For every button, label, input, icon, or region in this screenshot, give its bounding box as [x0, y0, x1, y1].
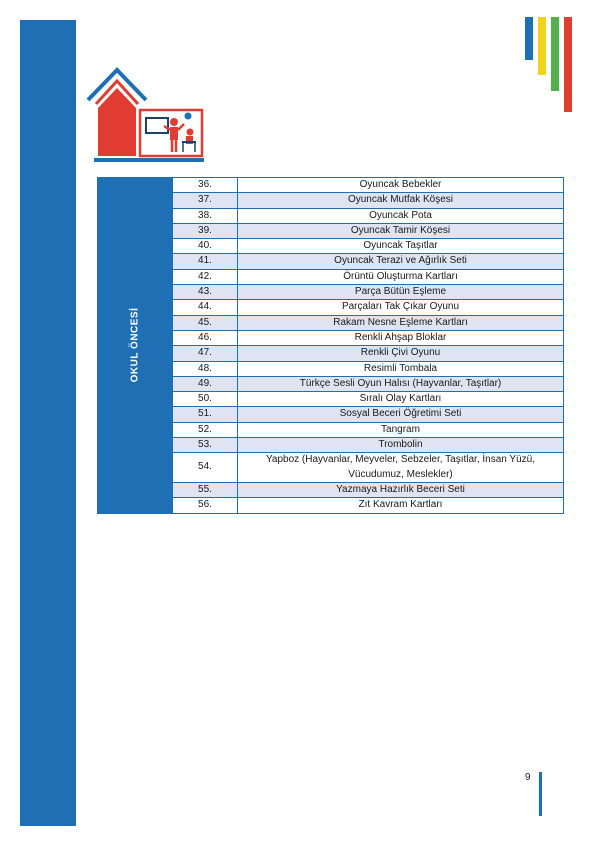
row-number: 53.: [173, 438, 238, 453]
stripe-yellow: [538, 17, 546, 75]
row-item-name: Örüntü Oluşturma Kartları: [238, 269, 564, 284]
row-number: 51.: [173, 407, 238, 422]
row-item-name: Trombolin: [238, 438, 564, 453]
table-row: [173, 407, 564, 422]
row-number: 41.: [173, 254, 238, 269]
row-number: 55.: [173, 482, 238, 497]
row-number: 54.: [173, 453, 238, 483]
row-item-name: Rakam Nesne Eşleme Kartları: [238, 315, 564, 330]
table-row: [173, 330, 564, 345]
row-number: 46.: [173, 330, 238, 345]
row-number: 56.: [173, 498, 238, 513]
row-number: 38.: [173, 208, 238, 223]
row-number: 52.: [173, 422, 238, 437]
decorative-color-stripes: [525, 17, 585, 112]
material-table: [172, 177, 564, 514]
stripe-red: [564, 17, 572, 112]
row-item-name: Yapboz (Hayvanlar, Meyveler, Sebzeler, Taşıtlar, İnsan Yüzü, Vücudumuz, Meslekler): [238, 453, 564, 483]
table-row: [173, 422, 564, 437]
row-item-name: Türkçe Sesli Oyun Halısı (Hayvanlar, Taşıtlar): [238, 376, 564, 391]
row-item-name: Oyuncak Bebekler: [238, 178, 564, 193]
row-item-name: Sosyal Beceri Öğretimi Seti: [238, 407, 564, 422]
table-row: [173, 438, 564, 453]
row-item-name: Sıralı Olay Kartları: [238, 392, 564, 407]
row-item-name: Oyuncak Taşıtlar: [238, 239, 564, 254]
page-number: 9: [525, 772, 531, 783]
table-row: [173, 239, 564, 254]
table-row: [173, 361, 564, 376]
table-row: [173, 254, 564, 269]
material-table-container: [97, 177, 564, 514]
table-row: [173, 453, 564, 483]
table-row: [173, 346, 564, 361]
table-row: [173, 482, 564, 497]
row-item-name: Parçaları Tak Çıkar Oyunu: [238, 300, 564, 315]
row-number: 39.: [173, 223, 238, 238]
table-row: [173, 269, 564, 284]
page-number-bar: [539, 772, 542, 816]
table-row: [173, 376, 564, 391]
row-item-name: Parça Bütün Eşleme: [238, 285, 564, 300]
table-row: [173, 208, 564, 223]
table-row: [173, 300, 564, 315]
row-item-name: Tangram: [238, 422, 564, 437]
row-number: 43.: [173, 285, 238, 300]
row-item-name: Oyuncak Pota: [238, 208, 564, 223]
row-number: 45.: [173, 315, 238, 330]
row-number: 40.: [173, 239, 238, 254]
table-row: [173, 315, 564, 330]
stripe-blue: [525, 17, 533, 60]
table-row: [173, 223, 564, 238]
table-row: [173, 285, 564, 300]
row-number: 37.: [173, 193, 238, 208]
row-item-name: Renkli Ahşap Bloklar: [238, 330, 564, 345]
row-item-name: Zıt Kavram Kartları: [238, 498, 564, 513]
table-row: [173, 498, 564, 513]
row-number: 44.: [173, 300, 238, 315]
row-number: 50.: [173, 392, 238, 407]
row-item-name: Renkli Çivi Oyunu: [238, 346, 564, 361]
school-logo-icon: [86, 66, 204, 164]
row-number: 36.: [173, 178, 238, 193]
table-row: [173, 178, 564, 193]
row-item-name: Resimli Tombala: [238, 361, 564, 376]
stripe-green: [551, 17, 559, 91]
row-item-name: Oyuncak Tamir Köşesi: [238, 223, 564, 238]
table-row: [173, 392, 564, 407]
row-item-name: Yazmaya Hazırlık Beceri Seti: [238, 482, 564, 497]
row-number: 47.: [173, 346, 238, 361]
row-number: 42.: [173, 269, 238, 284]
left-blue-band: [20, 20, 76, 826]
section-label-band: [97, 177, 172, 514]
section-label: OKUL ÖNCESİ: [129, 307, 140, 383]
row-number: 49.: [173, 376, 238, 391]
table-row: [173, 193, 564, 208]
row-item-name: Oyuncak Mutfak Köşesi: [238, 193, 564, 208]
row-number: 48.: [173, 361, 238, 376]
row-item-name: Oyuncak Terazi ve Ağırlık Seti: [238, 254, 564, 269]
